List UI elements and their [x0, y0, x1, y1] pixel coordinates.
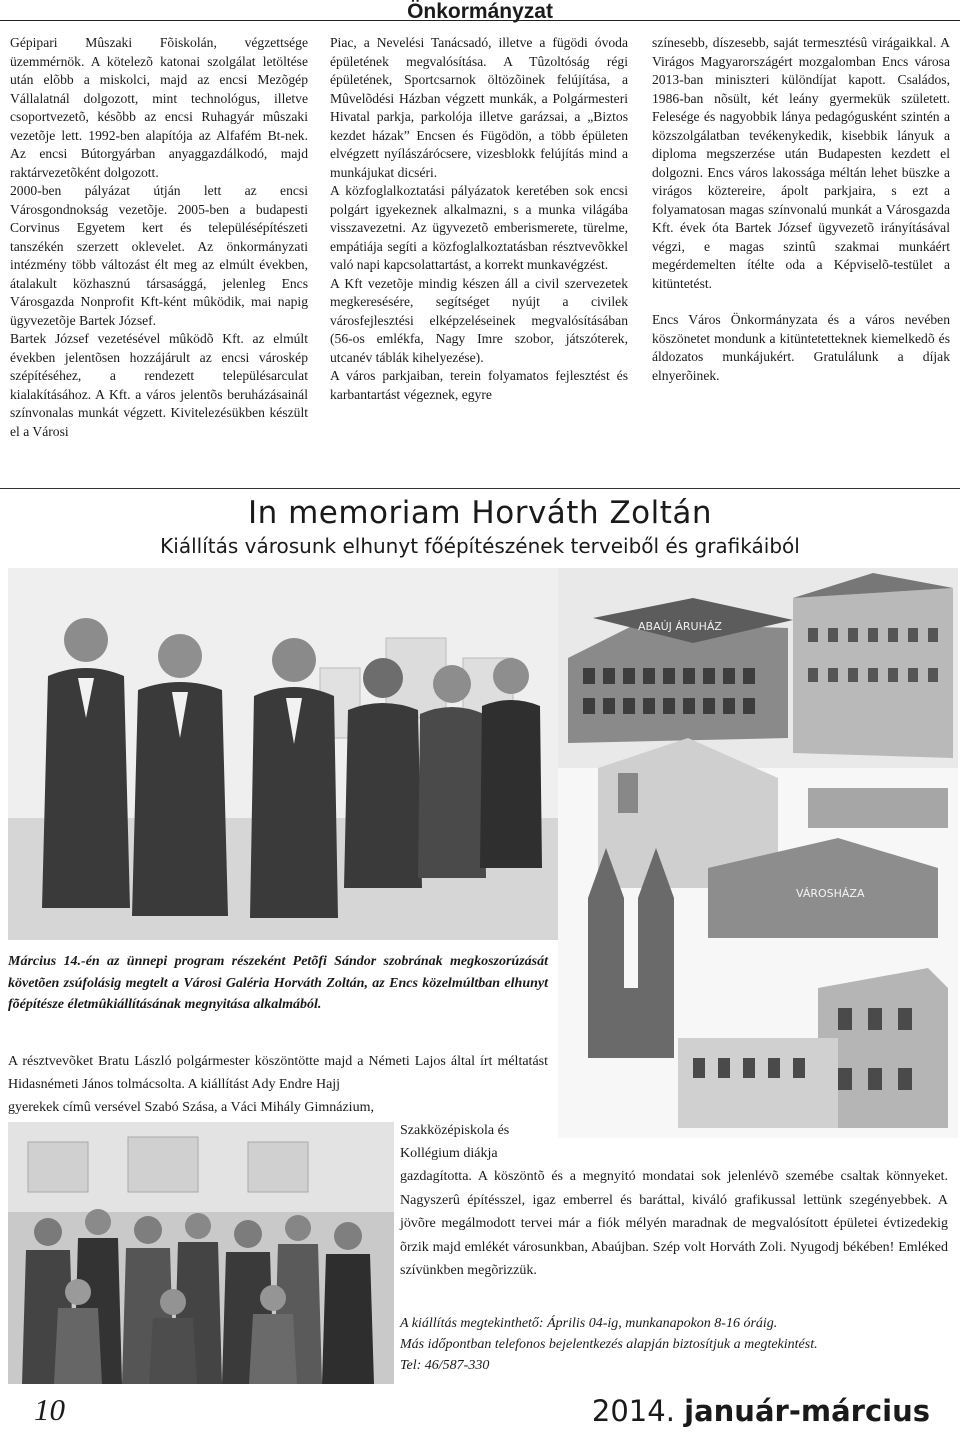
column-2-paragraph: A Kft vezetõje mindig készen áll a civil szervezetek megkeresésére, segítséget nyújt a civilek városfejlesztési elképzeléseinek megvalósításában (56-os emlékfa, Nagy Imre szobor, játszóterek, utcanév táblák kihelyezése).	[330, 275, 628, 365]
memoriam-subtitle: Kiállítás városunk elhunyt főépítészének terveiből és grafikáiból	[160, 534, 800, 558]
column-1-paragraph: Gépipari Mûszaki Fõiskolán, végzettsége üzemmérnök. A kötelezõ katonai szolgálat letöltése után elõbb a miskolci, majd az encsi Mezõgép Vállalatnál dolgozott, mint technológus, illetve csoportvezetõ, késõbb az encsi Ruhagyár mûszaki vezetõje lett. 1992-ben alapítója az Alfafém Bt-nek. Az encsi Bútorgyárban anyaggazdálkodó, majd raktárvezetõként dolgozott.	[10, 35, 308, 180]
issue-year: 2014.	[591, 1394, 675, 1428]
article-text-line: Kollégium diákja	[400, 1146, 498, 1161]
school-sign: ABAÚJ ÁRUHÁZ	[638, 620, 722, 633]
column-1-paragraph: 2000-ben pályázat útján lett az encsi Városgondnokság vezetõje. 2005-ben a budapesti Corvinus Egyetem kert és településépítészeti tanszékén szerzett oklevelet. Az önkormányzati intézmény több változást élt meg az elmúlt években, átalakult közhasznú társasággá, jelenleg Encs Városgazda Nonprofit Kft-ként mûködik, mai napig ügyvezetõje Bartek József.	[10, 183, 308, 328]
exhibition-info	[400, 1313, 948, 1376]
section-title: Önkormányzat	[407, 0, 553, 23]
column-1-paragraph: Bartek József vezetésével mûködõ Kft. az elmúlt években jelentõsen hozzájárult az encsi városkép szépítéséhez, a rendezett településarculat kialakításához. A Kft. a város jelentõs beruházásainál színvonalas munkát végzett. Kivitelezésükben készült el a Városi	[10, 331, 308, 439]
column-2-paragraph: A közfoglalkoztatási pályázatok keretében sok encsi polgárt igyekeznek alkalmazni, s a munka világába visszavezetni. Az ügyvezetõ emberismerete, türelme, empátiája segíti a közfoglalkoztatásban résztvevõkkel való napi kapcsolattartást, a korrekt munkavégzést.	[330, 183, 628, 272]
article-text-body: gazdagította. A köszöntõ és a megnyitó mondatai sok jelenlévõ szemébe csaltak könnyeket. Nagyszerû építésszel, igaz emberrel és baráttal, kiváló grafikussal lettünk szegényebbek. A jövõre megálmodott tervei már a fiók mélyén maradnak de megvalósított épületei évtizedekig õrzik majd emlékét városunkban, Abaújban. Szép volt Horváth Zoli. Nyugodj békében! Emléked szívünkben megõrizzük.	[400, 1169, 948, 1279]
exhibition-hours: A kiállítás megtekinthető: Április 04-ig, munkanapokon 8-16 óráig.	[400, 1316, 778, 1331]
article-text-line: Szakközépiskola és	[400, 1123, 510, 1138]
column-2-paragraph: A város parkjaiban, terein folyamatos fejlesztést és karbantartást végeznek, egyre	[330, 368, 628, 402]
exhibition-phone: Tel: 46/587-330	[400, 1358, 490, 1373]
column-2-paragraph: Piac, a Nevelési Tanácsadó, illetve a fügödi óvoda épületének megvalósítása. A Tûzoltóság régi épületének, Sportcsarnok öltözõinek felújítása, a Mûvelõdési Házban végzett munkák, a Polgármesteri Hivatal parkja, parkolója illetve garázsai, a „Biztos kezdet házak” Encsen és Fügödön, a több épületen elvégzett nyílászárócsere, vizesblokk felújítás mind a munkájukat dicséri.	[330, 35, 628, 180]
column-3-paragraph: Encs Város Önkormányzata és a város nevében köszönetet mondunk a kitüntetetteknek kiemelkedõ és áldozatos munkájukért. Gratulálunk a díjak elnyerõinek.	[652, 312, 950, 383]
column-3	[652, 34, 950, 385]
article-intro: Március 14.-én az ünnepi program részeként Petõfi Sándor szobrának megkoszorúzását követõen zsúfolásig megtelt a Városi Galéria Horváth Zoltán, az Encs közelmúltban elhunyt fõépítésze életmûkiállításának megnyitása alkalmából.	[8, 954, 548, 1012]
photo-gallery-crowd	[8, 1122, 394, 1384]
article-text-line: A résztvevõket Bratu László polgármester köszöntötte majd a Németi Lajos által írt méltatást Hidasnémeti János tolmácsolta. A kiállítást Ady Endre Hajj	[8, 1054, 548, 1092]
issue-period: január-március	[684, 1394, 930, 1428]
section-divider	[0, 488, 960, 489]
photo-town-buildings	[558, 568, 958, 1138]
article-text-line: gyerekek címû versével Szabó Szása, a Váci Mihály Gimnázium,	[8, 1100, 374, 1115]
exhibition-appointment: Más időpontban telefonos bejelentkezés alapján biztosítjuk a megtekintést.	[400, 1337, 818, 1352]
issue-label	[592, 1394, 930, 1428]
column-3-paragraph: színesebb, díszesebb, saját termesztésû virágaikkal. A Virágos Magyarországért mozgalomban Encs városa 2013-ban miniszteri különdíjat kapott. Családos, 1986-ban nõsült, két leány gyermekük született. Felesége és nagyobbik lánya pedagógusként szintén a közszolgálatban tevékenykedik, kisebbik lányuk a diploma megszerzése után Budapesten kezdett el dolgozni. Encs város lakossága méltán lehet büszke a virágos köztereire, ápolt parkjaira, s ezt a folyamatosan magas színvonalú munkát a Városgazda Kft. évek óta Bartek József ügyvezetõ irányításával végzi, e magas szintû szakmai munkáért megérdemelten ítélte oda a Képviselõ-testület a kitüntetést.	[652, 35, 950, 291]
column-2	[330, 34, 628, 404]
townhall-sign: VÁROSHÁZA	[796, 887, 865, 900]
page-number: 10	[34, 1392, 65, 1427]
column-1	[10, 34, 308, 441]
photo-honorees	[8, 568, 558, 940]
memoriam-title: In memoriam Horváth Zoltán	[247, 495, 713, 531]
header-rule	[0, 20, 960, 21]
